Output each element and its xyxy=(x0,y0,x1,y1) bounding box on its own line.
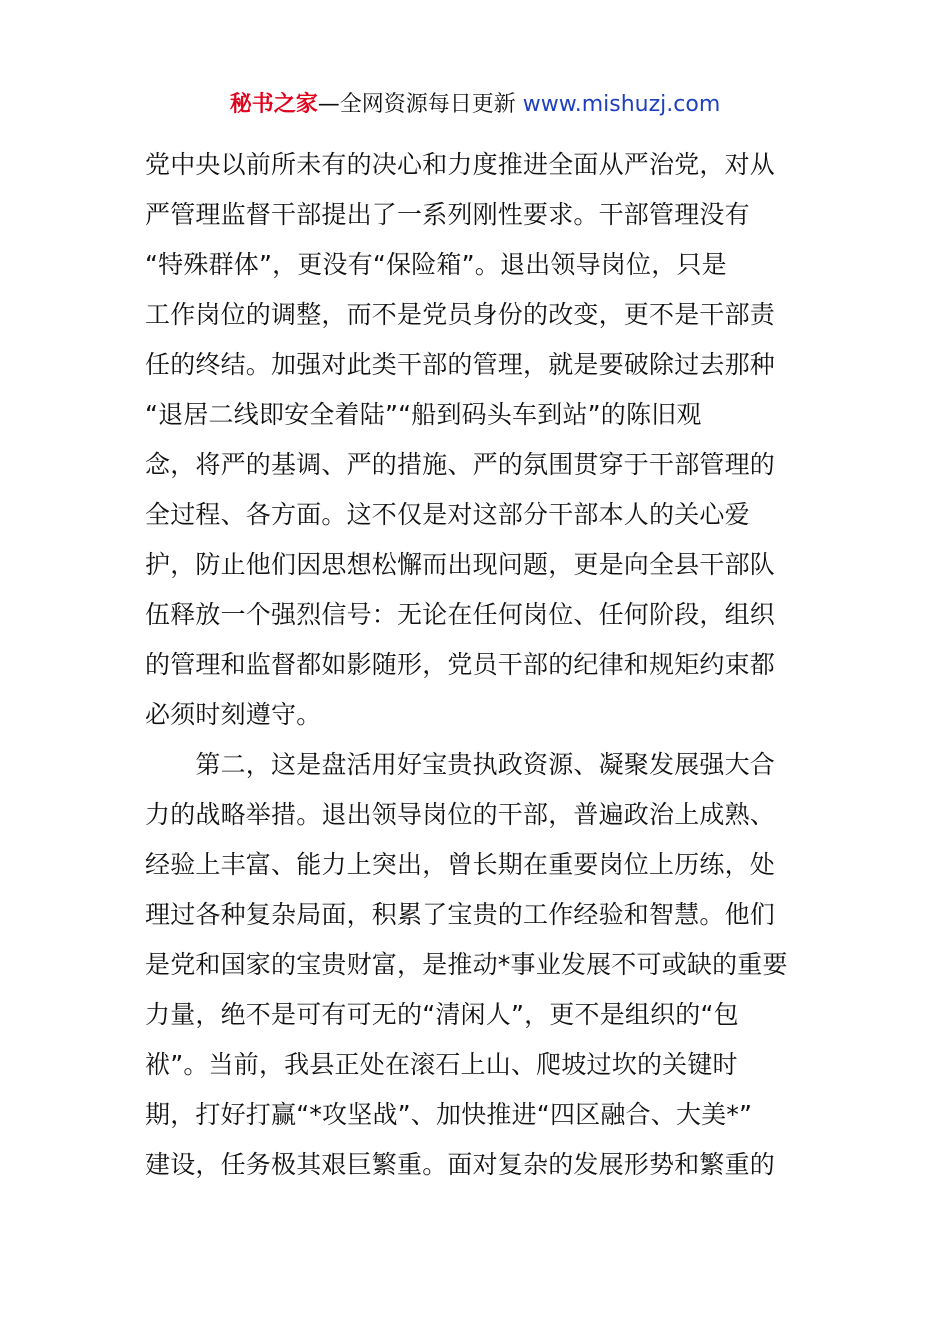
brand-name: 秘书之家 xyxy=(229,92,318,117)
header-tagline: —全网资源每日更新 xyxy=(317,92,516,117)
site-header xyxy=(0,88,950,122)
text-line: 力的战略举措。退出领导岗位的干部，普遍政治上成熟、 xyxy=(145,800,776,829)
text-line: 伍释放一个强烈信号：无论在任何岗位、任何阶段，组织 xyxy=(145,600,776,629)
site-url[interactable]: www.mishuzj.com xyxy=(522,92,721,117)
text-line: “特殊群体”，更没有“保险箱”。退出领导岗位，只是 xyxy=(145,250,727,279)
text-line: 理过各种复杂局面，积累了宝贵的工作经验和智慧。他们 xyxy=(145,900,776,929)
text-line: 工作岗位的调整，而不是党员身份的改变，更不是干部责 xyxy=(145,300,776,329)
text-line: 第二，这是盘活用好宝贵执政资源、凝聚发展强大合 xyxy=(145,750,776,779)
text-line: 严管理监督干部提出了一系列刚性要求。干部管理没有 xyxy=(145,200,750,229)
text-line: 期，打好打赢“*攻坚战”、加快推进“四区融合、大美*” xyxy=(145,1100,753,1129)
text-line: 党中央以前所未有的决心和力度推进全面从严治党，对从 xyxy=(145,150,776,179)
text-line: 力量，绝不是可有可无的“清闲人”，更不是组织的“包 xyxy=(145,1000,739,1029)
text-line: 任的终结。加强对此类干部的管理，就是要破除过去那种 xyxy=(145,350,776,379)
document-body xyxy=(145,140,815,1190)
text-line: 护，防止他们因思想松懈而出现问题，更是向全县干部队 xyxy=(145,550,776,579)
text-line: 必须时刻遵守。 xyxy=(145,700,322,729)
text-line: 经验上丰富、能力上突出，曾长期在重要岗位上历练，处 xyxy=(145,850,776,879)
text-line: 念，将严的基调、严的措施、严的氛围贯穿于干部管理的 xyxy=(145,450,776,479)
text-line: 全过程、各方面。这不仅是对这部分干部本人的关心爱 xyxy=(145,500,750,529)
text-line: 的管理和监督都如影随形，党员干部的纪律和规矩约束都 xyxy=(145,650,776,679)
text-line: “退居二线即安全着陆”“船到码头车到站”的陈旧观 xyxy=(145,400,702,429)
text-line: 是党和国家的宝贵财富，是推动*事业发展不可或缺的重要 xyxy=(145,950,788,979)
text-line: 建设，任务极其艰巨繁重。面对复杂的发展形势和繁重的 xyxy=(145,1150,776,1179)
text-line: 袱”。当前，我县正处在滚石上山、爬坡过坎的关键时 xyxy=(145,1050,738,1079)
